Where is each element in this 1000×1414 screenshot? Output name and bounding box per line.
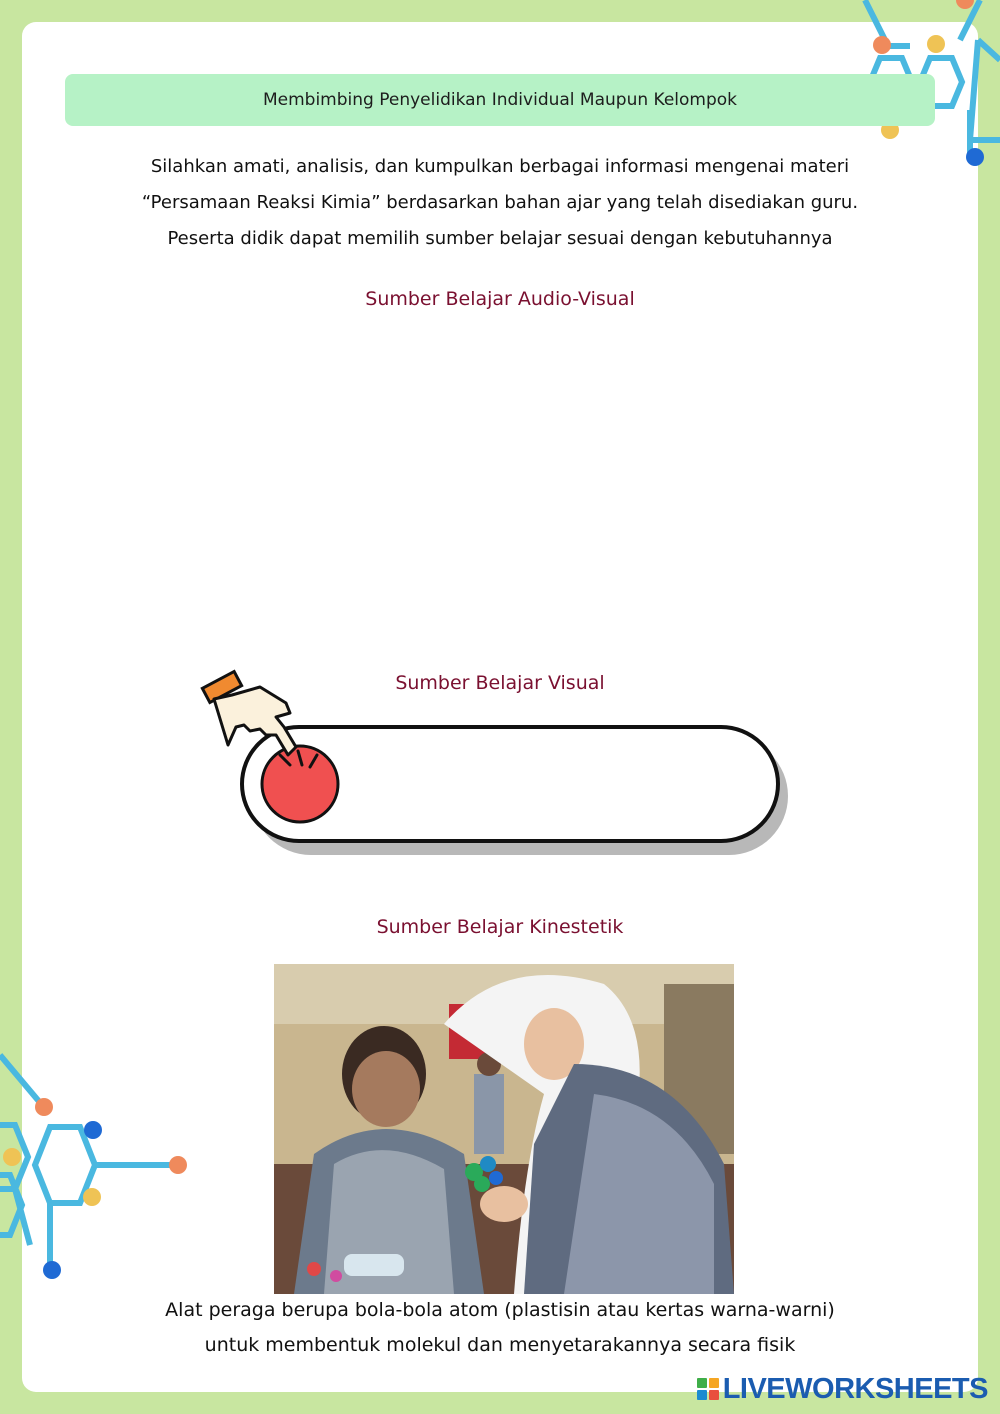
instruction-line: Peserta didik dapat memilih sumber belajar sesuai dengan kebutuhannya [167, 228, 833, 249]
instruction-text [90, 149, 910, 257]
instruction-line: “Persamaan Reaksi Kimia” berdasarkan bahan ajar yang telah disediakan guru. [141, 192, 859, 213]
atom-dot-orange [873, 36, 891, 54]
atom-dot-blue [84, 1121, 102, 1139]
atom-dot-orange [956, 0, 974, 9]
instruction-line: Silahkan amati, analisis, dan kumpulkan berbagai informasi mengenai materi [150, 156, 850, 177]
molecule-decoration-bottom-left [0, 1045, 200, 1285]
brand-name: LIVEWORKSHEETS [722, 1372, 988, 1405]
section-banner [65, 74, 935, 126]
liveworksheets-logo-icon [697, 1378, 719, 1400]
atom-dot-yellow [3, 1148, 21, 1166]
heading-visual: Sumber Belajar Visual [395, 672, 605, 694]
heading-audio-visual: Sumber Belajar Audio-Visual [365, 288, 635, 310]
atom-dot-orange [35, 1098, 53, 1116]
atom-dot-blue [43, 1261, 61, 1279]
heading-kinesthetic: Sumber Belajar Kinestetik [376, 916, 624, 938]
atom-dot-blue [966, 148, 984, 166]
atom-dot-orange [169, 1156, 187, 1174]
atom-dot-yellow [83, 1188, 101, 1206]
visual-source-toggle[interactable] [200, 665, 800, 865]
caption-line: untuk membentuk molekul dan menyetarakannya secara fisik [204, 1334, 796, 1356]
pointing-hand-icon [202, 671, 296, 755]
banner-title: Membimbing Penyelidikan Individual Maupun Kelompok [262, 90, 738, 110]
atom-dot-yellow [927, 35, 945, 53]
photo-caption [0, 1293, 1000, 1363]
caption-line: Alat peraga berupa bola-bola atom (plastisin atau kertas warna-warni) [165, 1299, 835, 1321]
brand-footer[interactable] [697, 1374, 988, 1404]
students-molecule-model-photo [274, 964, 734, 1294]
